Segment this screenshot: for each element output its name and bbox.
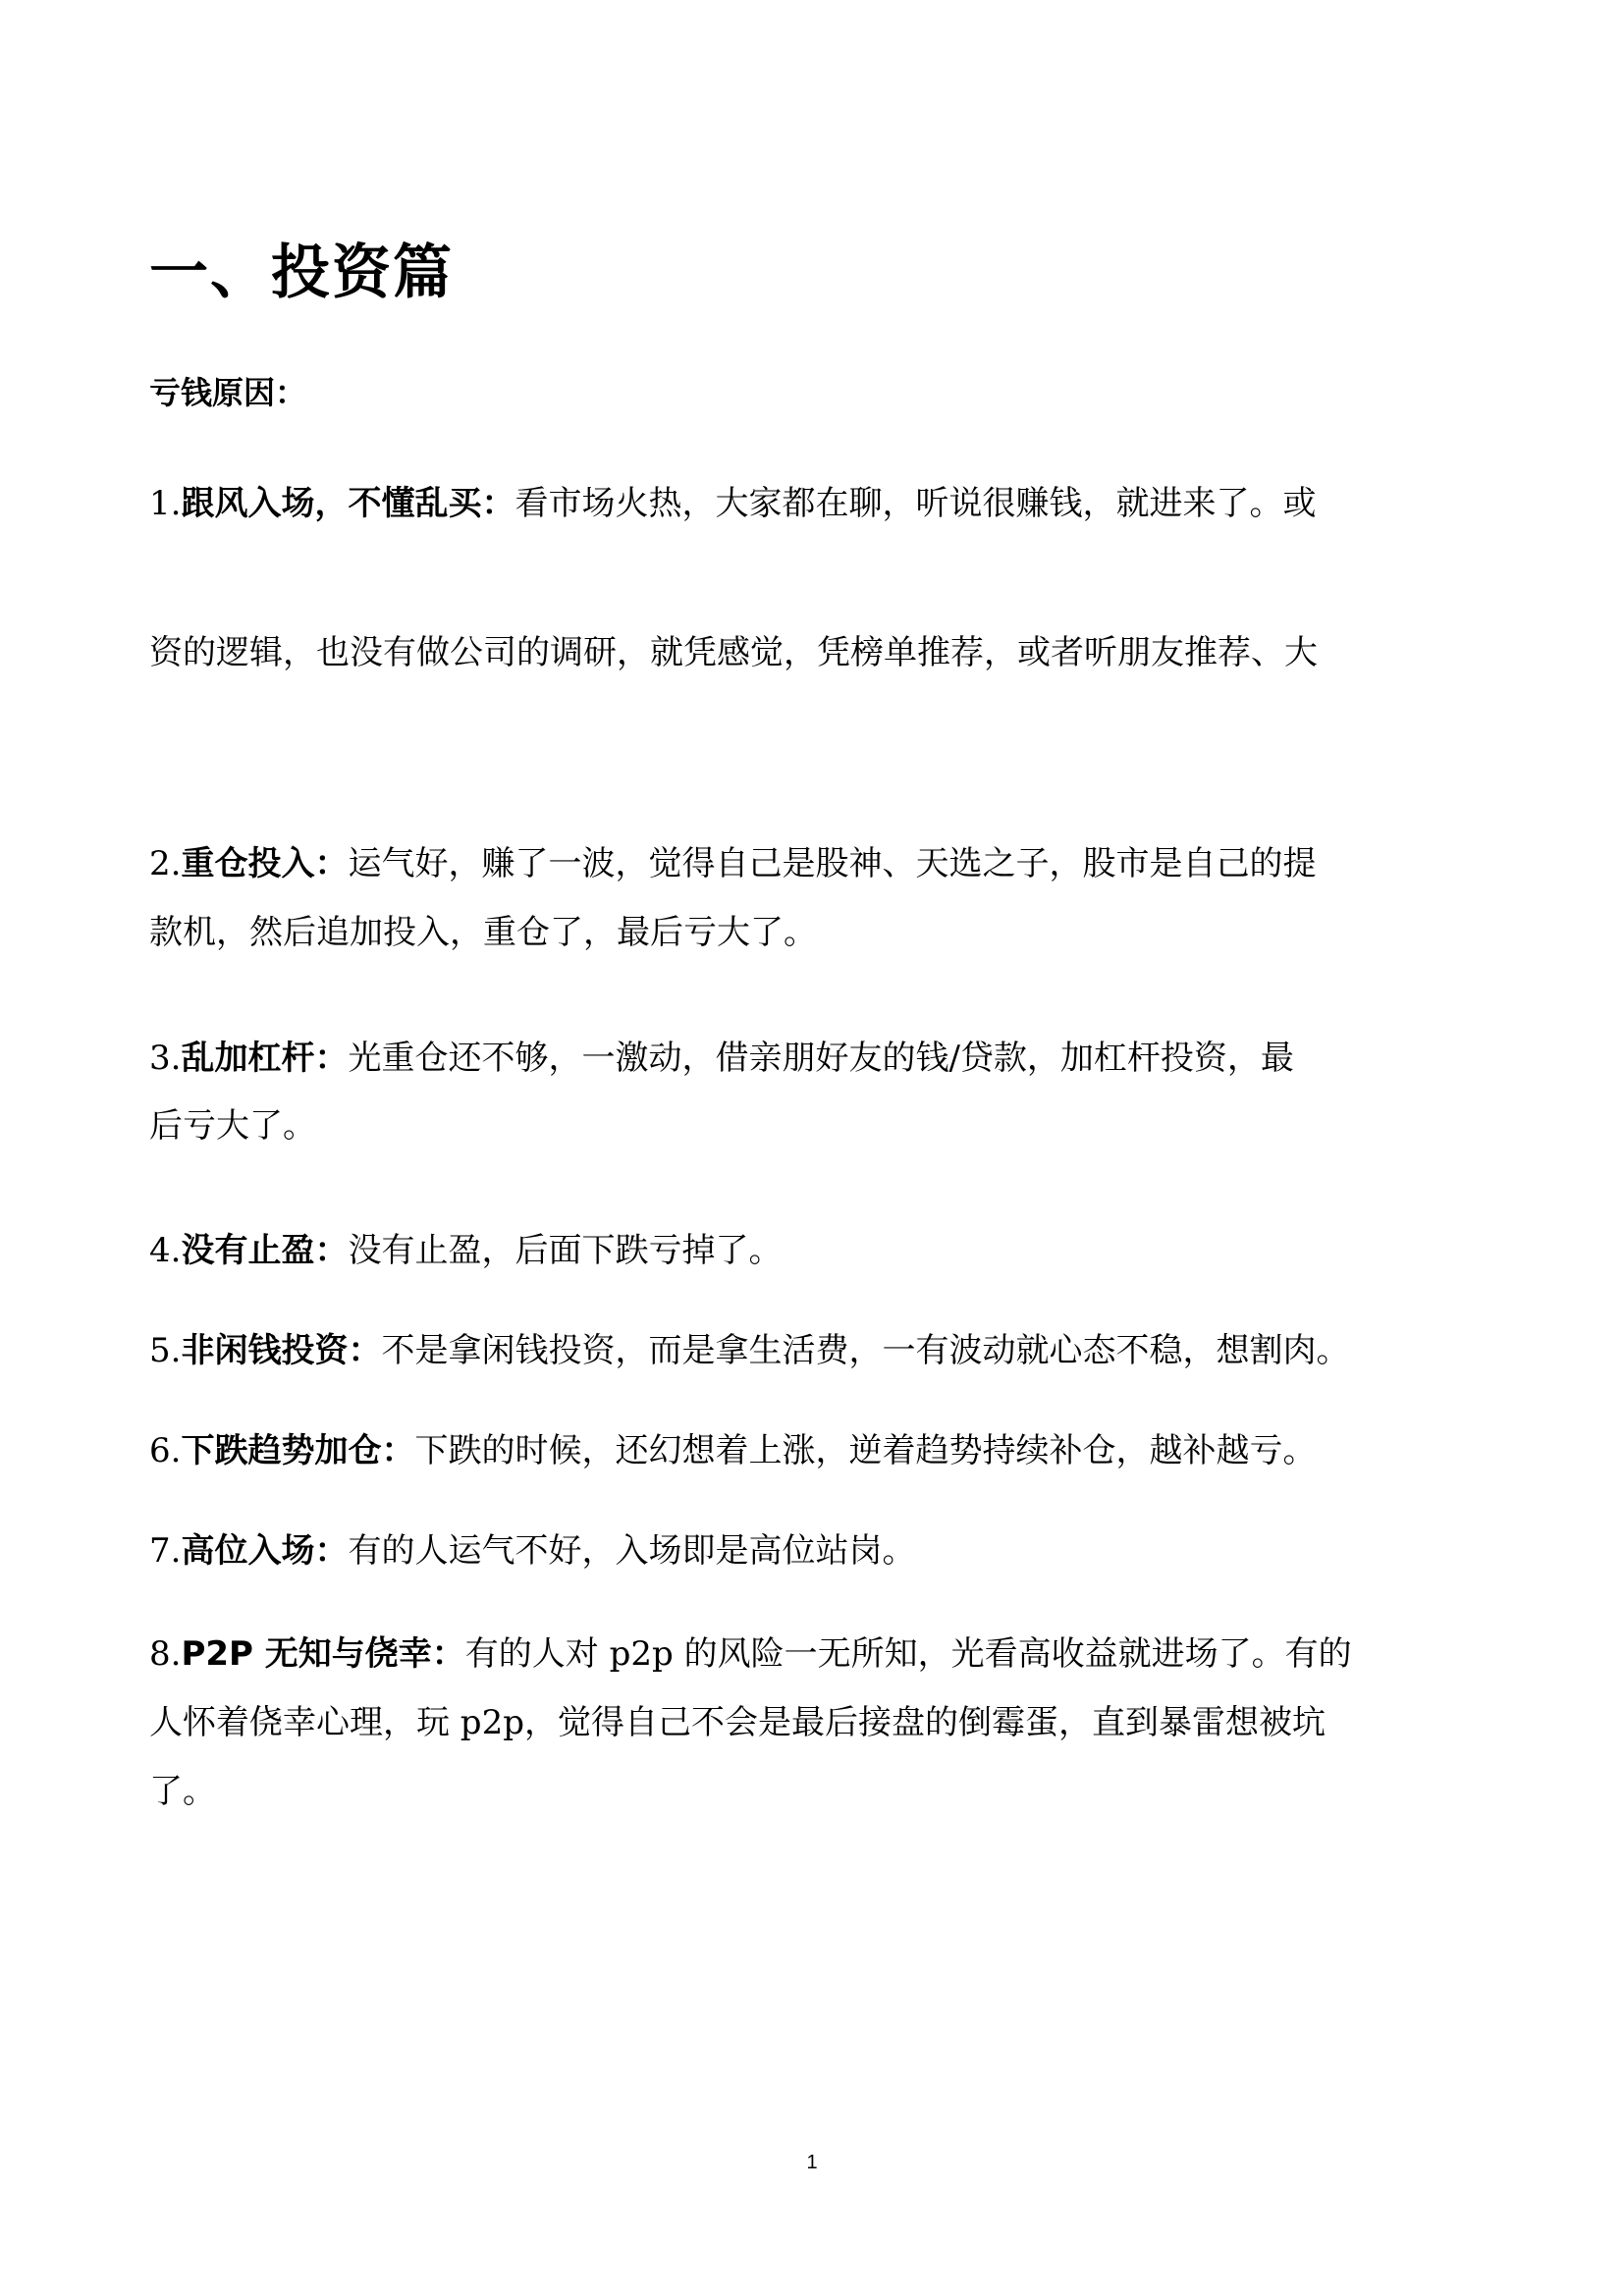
item-text: 资的逻辑，也没有做公司的调研，就凭感觉，凭榜单推荐，或者听朋友推荐、大 (149, 633, 1318, 672)
list-item-2-line-2 (149, 908, 1494, 957)
list-item-5 (149, 1326, 1494, 1375)
item-text: 有的人对 p2p 的风险一无所知，光看高收益就进场了。有的 (464, 1634, 1352, 1674)
subheading-loss-reasons: 亏钱原因： (149, 374, 307, 411)
list-item-1-line-2 (149, 628, 1494, 677)
item-label: 高位入场： (181, 1531, 349, 1571)
item-text: 看市场火热，大家都在聊，听说很赚钱，就进来了。或 (514, 484, 1317, 523)
item-text: 有的人运气不好，入场即是高位站岗。 (348, 1531, 916, 1571)
item-text: 款机，然后追加投入，重仓了，最后亏大了。 (149, 913, 817, 952)
list-item-3-line-1 (149, 1034, 1494, 1083)
section-heading: 一、投资篇 (149, 239, 454, 307)
item-label: P2P 无知与侥幸： (181, 1634, 465, 1674)
item-number: 3. (149, 1039, 182, 1078)
item-text: 运气好，赚了一波，觉得自己是股神、天选之子，股市是自己的提 (348, 844, 1317, 883)
list-item-8-line-3 (149, 1767, 1494, 1816)
item-text: 没有止盈，后面下跌亏掉了。 (348, 1231, 783, 1270)
list-item-8-line-2 (149, 1698, 1494, 1747)
list-item-1-line-1 (149, 479, 1494, 528)
item-number: 2. (149, 844, 182, 883)
item-number: 7. (149, 1531, 182, 1571)
item-text: 了。 (149, 1772, 216, 1811)
item-number: 1. (149, 484, 182, 523)
item-label: 跟风入场，不懂乱买： (181, 484, 515, 523)
item-text: 人怀着侥幸心理，玩 p2p，觉得自己不会是最后接盘的倒霉蛋，直到暴雷想被坑 (149, 1703, 1326, 1742)
list-item-4 (149, 1226, 1494, 1275)
item-label: 重仓投入： (181, 844, 349, 883)
item-number: 6. (149, 1431, 182, 1470)
item-text: 不是拿闲钱投资，而是拿生活费，一有波动就心态不稳，想割肉。 (381, 1331, 1350, 1370)
item-label: 非闲钱投资： (181, 1331, 382, 1370)
item-label: 下跌趋势加仓： (181, 1431, 415, 1470)
list-item-7 (149, 1526, 1494, 1575)
item-number: 4. (149, 1231, 182, 1270)
list-item-3-line-2 (149, 1101, 1494, 1150)
item-number: 8. (149, 1634, 182, 1674)
item-number: 5. (149, 1331, 182, 1370)
list-item-2-line-1 (149, 839, 1494, 888)
list-item-8-line-1 (149, 1629, 1494, 1679)
item-label: 乱加杠杆： (181, 1039, 349, 1078)
list-item-6 (149, 1426, 1494, 1475)
item-label: 没有止盈： (181, 1231, 349, 1270)
page-number: 1 (806, 2152, 818, 2173)
item-text: 下跌的时候，还幻想着上涨，逆着趋势持续补仓，越补越亏。 (414, 1431, 1317, 1470)
item-text: 后亏大了。 (149, 1106, 316, 1146)
item-text: 光重仓还不够，一激动，借亲朋好友的钱/贷款，加杠杆投资，最 (348, 1039, 1294, 1078)
